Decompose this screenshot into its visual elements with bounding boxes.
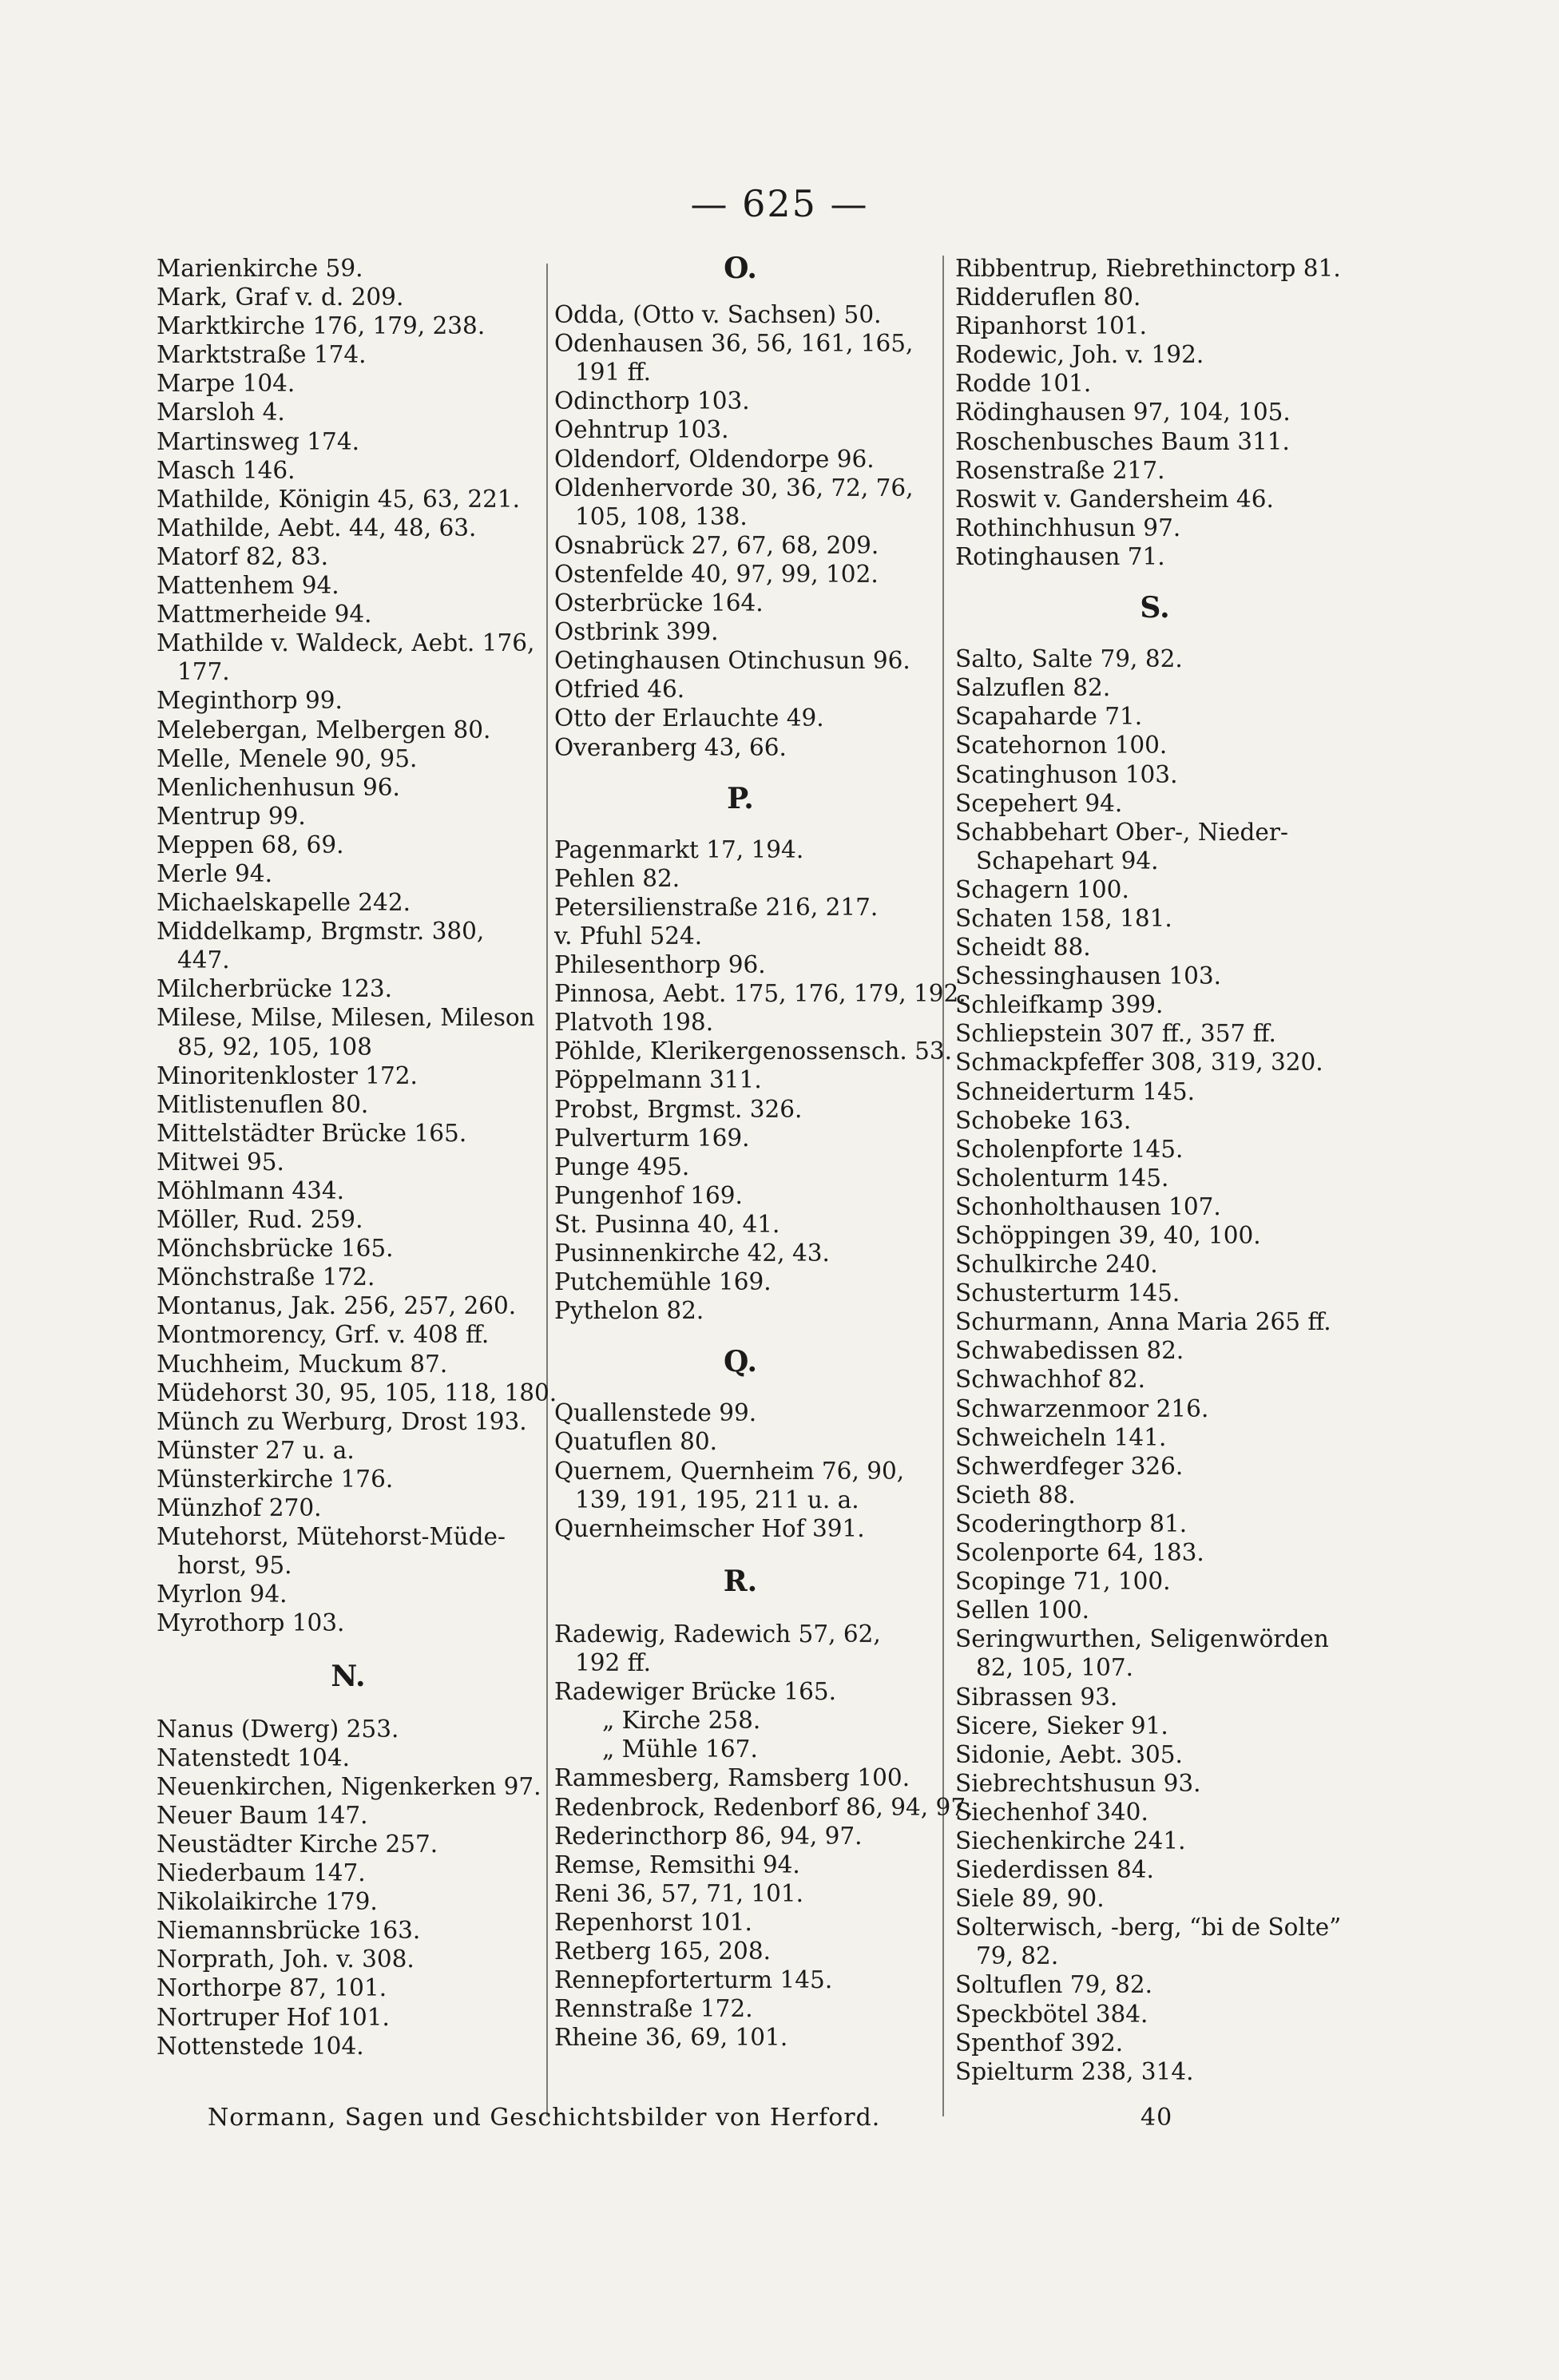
index-entry: Menlichenhusun 96.: [157, 773, 400, 801]
index-entry: Scatehornon 100.: [955, 732, 1168, 760]
section-letter-heading: S.: [1140, 591, 1170, 625]
index-entry: Mönchsbrücke 165.: [157, 1235, 394, 1263]
index-entry: Pöhlde, Klerikergenossensch. 53.: [554, 1037, 953, 1065]
index-entry: Rederincthorp 86, 94, 97.: [554, 1822, 863, 1850]
index-entry: Petersilienstraße 216, 217.: [554, 893, 879, 921]
index-entry: Schwabedissen 82.: [955, 1337, 1184, 1365]
index-entry: Scatinghuson 103.: [955, 760, 1178, 788]
index-entry: St. Pusinna 40, 41.: [554, 1210, 780, 1238]
index-entry: Myrlon 94.: [157, 1581, 288, 1608]
index-entry: Quatuflen 80.: [554, 1428, 718, 1456]
index-entry: Quallenstede 99.: [554, 1399, 757, 1427]
index-entry: Roswit v. Gandersheim 46.: [955, 485, 1274, 513]
index-entry: Natenstedt 104.: [157, 1743, 350, 1771]
index-entry: Montmorency, Grf. v. 408 ff.: [157, 1321, 490, 1349]
index-column-1: [157, 254, 557, 2061]
index-entry: Schwachhof 82.: [955, 1366, 1146, 1394]
index-entry: Münster 27 u. a.: [157, 1436, 355, 1464]
index-entry-continuation: Schapehart 94.: [976, 847, 1159, 875]
index-entry: Northorpe 87, 101.: [157, 1974, 387, 2002]
index-entry: Repenhorst 101.: [554, 1908, 752, 1936]
section-letter-heading: N.: [331, 1659, 366, 1693]
index-entry: Michaelskapelle 242.: [157, 889, 411, 917]
index-entry: Matorf 82, 83.: [157, 542, 329, 570]
index-entry: Neuer Baum 147.: [157, 1801, 368, 1829]
index-entry: Oldendorf, Oldendorpe 96.: [554, 445, 875, 473]
index-entry: Rosenstraße 217.: [955, 456, 1165, 484]
index-entry: Rennstraße 172.: [554, 1995, 753, 2023]
index-entry: Scoderingthorp 81.: [955, 1509, 1188, 1537]
index-entry: Sellen 100.: [955, 1597, 1090, 1624]
index-entry: Schulkirche 240.: [955, 1251, 1158, 1279]
index-entry: Schmackpfeffer 308, 319, 320.: [955, 1049, 1323, 1077]
index-entry: Salto, Salte 79, 82.: [955, 645, 1183, 673]
index-entry: Ribbentrup, Riebrethinctorp 81.: [955, 255, 1341, 282]
index-entry: Philesenthorp 96.: [554, 951, 766, 979]
index-entry-continuation: horst, 95.: [177, 1552, 292, 1580]
index-entry: Schobeke 163.: [955, 1106, 1132, 1134]
index-entry: Montanus, Jak. 256, 257, 260.: [157, 1292, 517, 1320]
index-entry: Scolenporte 64, 183.: [955, 1539, 1204, 1567]
index-entry: Siechenhof 340.: [955, 1798, 1148, 1826]
index-entry: Osterbrücke 164.: [554, 589, 764, 617]
index-entry: Radewig, Radewich 57, 62,: [554, 1620, 881, 1648]
index-entry: Mark, Graf v. d. 209.: [157, 284, 404, 311]
index-entry: Martinsweg 174.: [157, 427, 359, 455]
index-entry: Schweicheln 141.: [955, 1423, 1167, 1451]
index-entry: Melebergan, Melbergen 80.: [157, 716, 491, 744]
index-entry: Siebrechtshusun 93.: [955, 1769, 1201, 1797]
footer-book-title: Normann, Sagen und Geschichtsbilder von Herford.: [208, 2104, 881, 2132]
index-entry: Melle, Menele 90, 95.: [157, 744, 418, 772]
index-entry: Müdehorst 30, 95, 105, 118, 180.: [157, 1378, 557, 1406]
index-entry: Schwarzenmoor 216.: [955, 1394, 1209, 1422]
column-divider-right: [942, 256, 944, 2116]
index-entry: Mathilde v. Waldeck, Aebt. 176,: [157, 629, 535, 657]
index-entry: Probst, Brgmst. 326.: [554, 1095, 803, 1123]
index-entry: Reni 36, 57, 71, 101.: [554, 1879, 804, 1907]
section-letter-heading: O.: [724, 252, 757, 285]
index-entry-continuation: 191 ff.: [575, 359, 651, 387]
index-entry: Meginthorp 99.: [157, 687, 343, 715]
index-entry-continuation: 82, 105, 107.: [976, 1654, 1134, 1682]
index-entry: Schliepstein 307 ff., 357 ff.: [955, 1020, 1276, 1048]
index-entry: Odda, (Otto v. Sachsen) 50.: [554, 301, 882, 329]
index-entry: Schabbehart Ober-, Nieder-: [955, 818, 1288, 846]
index-entry: Mathilde, Königin 45, 63, 221.: [157, 485, 521, 513]
index-entry: Pagenmarkt 17, 194.: [554, 835, 804, 863]
index-entry: Salzuflen 82.: [955, 674, 1111, 702]
index-entry: Schusterturm 145.: [955, 1279, 1180, 1307]
index-entry: Seringwurthen, Seligenwörden: [955, 1625, 1329, 1653]
index-entry: Sidonie, Aebt. 305.: [955, 1740, 1183, 1768]
index-entry: Pinnosa, Aebt. 175, 176, 179, 192.: [554, 980, 966, 1008]
index-entry: Oehntrup 103.: [554, 416, 729, 444]
index-entry: Odenhausen 36, 56, 161, 165,: [554, 330, 914, 358]
index-entry: Mattenhem 94.: [157, 572, 339, 600]
index-entry: Ripanhorst 101.: [955, 312, 1148, 340]
index-entry: Rheine 36, 69, 101.: [554, 2024, 788, 2052]
index-entry: Münsterkirche 176.: [157, 1465, 394, 1493]
index-entry: Oetinghausen Otinchusun 96.: [554, 647, 910, 675]
index-entry-continuation: 85, 92, 105, 108: [177, 1033, 372, 1061]
index-entry: Schessinghausen 103.: [955, 962, 1222, 990]
index-entry: Otto der Erlauchte 49.: [554, 704, 824, 732]
index-entry: Möller, Rud. 259.: [157, 1206, 363, 1234]
index-entry: Redenbrock, Redenborf 86, 94, 97.: [554, 1793, 974, 1821]
index-entry: Neuenkirchen, Nigenkerken 97.: [157, 1772, 541, 1800]
index-entry: Mutehorst, Mütehorst-Müde-: [157, 1523, 506, 1551]
index-entry: Schöppingen 39, 40, 100.: [955, 1222, 1261, 1249]
index-entry: Niederbaum 147.: [157, 1859, 366, 1887]
index-entry: Retberg 165, 208.: [554, 1937, 771, 1965]
index-entry: Mitwei 95.: [157, 1148, 284, 1176]
index-entry: Mattmerheide 94.: [157, 601, 372, 629]
index-entry: Osnabrück 27, 67, 68, 209.: [554, 531, 879, 559]
index-entry: Roschenbusches Baum 311.: [955, 427, 1290, 455]
index-entry: Siechenkirche 241.: [955, 1827, 1186, 1854]
index-entry: Scepehert 94.: [955, 789, 1123, 817]
index-entry: Milese, Milse, Milesen, Mileson: [157, 1004, 535, 1032]
index-entry: Nottenstede 104.: [157, 2032, 364, 2060]
index-entry: Münzhof 270.: [157, 1494, 322, 1522]
index-entry: Schaten 158, 181.: [955, 904, 1172, 932]
index-entry: Nortruper Hof 101.: [157, 2003, 390, 2031]
index-entry: Rodewic, Joh. v. 192.: [955, 341, 1204, 369]
index-entry: Scapaharde 71.: [955, 703, 1143, 731]
index-entry: Rammesberg, Ramsberg 100.: [554, 1764, 910, 1792]
index-entry: Ostbrink 399.: [554, 618, 719, 646]
index-entry: Spenthof 392.: [955, 2029, 1124, 2057]
index-entry: Schurmann, Anna Maria 265 ff.: [955, 1308, 1331, 1336]
index-entry: Meppen 68, 69.: [157, 831, 344, 859]
index-entry: Schwerdfeger 326.: [955, 1452, 1184, 1480]
index-entry: Pungenhof 169.: [554, 1181, 743, 1209]
index-entry: Schleifkamp 399.: [955, 991, 1164, 1019]
column-divider-left: [546, 264, 548, 2116]
index-entry: Mentrup 99.: [157, 802, 306, 830]
index-entry: Schneiderturm 145.: [955, 1077, 1196, 1105]
index-entry: v. Pfuhl 524.: [554, 922, 703, 950]
index-entry: Sibrassen 93.: [955, 1683, 1118, 1711]
index-entry: Scholenturm 145.: [955, 1164, 1169, 1192]
index-entry: Rennepforterturm 145.: [554, 1966, 833, 1994]
index-entry: Myrothorp 103.: [157, 1609, 345, 1637]
section-letter-heading: P.: [727, 781, 754, 815]
index-entry: Radewiger Brücke 165.: [554, 1678, 837, 1706]
index-entry: Mathilde, Aebt. 44, 48, 63.: [157, 514, 477, 541]
index-entry-continuation: 105, 108, 138.: [575, 502, 748, 530]
index-entry-continuation: 139, 191, 195, 211 u. a.: [575, 1486, 859, 1513]
index-entry: Sicere, Sieker 91.: [955, 1712, 1168, 1739]
section-letter-heading: R.: [723, 1564, 758, 1598]
index-entry: Masch 146.: [157, 456, 296, 484]
index-entry: „ Kirche 258.: [602, 1707, 761, 1735]
index-entry: Pehlen 82.: [554, 864, 680, 892]
index-entry: Rodde 101.: [955, 370, 1092, 398]
index-entry: Putchemühle 169.: [554, 1268, 772, 1296]
index-entry: Minoritenkloster 172.: [157, 1061, 418, 1089]
index-entry: Rotinghausen 71.: [955, 542, 1165, 570]
index-entry: Scheidt 88.: [955, 934, 1091, 962]
index-entry: Marpe 104.: [157, 370, 296, 398]
index-entry: Muchheim, Muckum 87.: [157, 1350, 448, 1378]
page-number: — 625 —: [690, 182, 869, 225]
index-entry: Solterwisch, -berg, “bi de Solte”: [955, 1914, 1342, 1942]
index-entry: Siele 89, 90.: [955, 1885, 1105, 1913]
index-entry: Norprath, Joh. v. 308.: [157, 1946, 415, 1973]
index-entry: Scholenpforte 145.: [955, 1135, 1184, 1163]
index-entry-continuation: 177.: [177, 658, 230, 686]
index-entry: Möhlmann 434.: [157, 1177, 345, 1204]
section-letter-heading: Q.: [723, 1345, 758, 1379]
index-entry: Siederdissen 84.: [955, 1856, 1154, 1884]
index-entry-continuation: 79, 82.: [976, 1942, 1059, 1970]
index-entry: Marienkirche 59.: [157, 255, 363, 282]
index-entry: Nanus (Dwerg) 253.: [157, 1715, 399, 1743]
index-entry: Rothinchhusun 97.: [955, 514, 1181, 541]
index-entry: Oldenhervorde 30, 36, 72, 76,: [554, 474, 914, 502]
index-entry: Mitlistenuflen 80.: [157, 1090, 369, 1118]
index-column-3: [955, 254, 1355, 2086]
index-entry: Schonholthausen 107.: [955, 1192, 1221, 1220]
index-entry: Milcherbrücke 123.: [157, 975, 393, 1003]
index-entry: Middelkamp, Brgmstr. 380,: [157, 918, 485, 946]
index-entry: Rödinghausen 97, 104, 105.: [955, 399, 1291, 426]
index-entry: Merle 94.: [157, 859, 272, 887]
index-entry: Scopinge 71, 100.: [955, 1568, 1171, 1596]
index-entry: Platvoth 198.: [554, 1009, 714, 1037]
index-entry: Overanberg 43, 66.: [554, 733, 787, 761]
index-entry: Pusinnenkirche 42, 43.: [554, 1240, 830, 1267]
index-entry: Speckbötel 384.: [955, 2000, 1148, 2028]
index-entry: „ Mühle 167.: [602, 1735, 758, 1763]
footer-signature-mark: 40: [1140, 2104, 1173, 2132]
index-entry: Pulverturm 169.: [554, 1124, 750, 1152]
index-entry: Odincthorp 103.: [554, 387, 750, 415]
index-entry: Pythelon 82.: [554, 1297, 704, 1325]
index-entry: Marktkirche 176, 179, 238.: [157, 312, 486, 340]
index-entry: Soltuflen 79, 82.: [955, 1971, 1152, 1999]
index-entry: Ostenfelde 40, 97, 99, 102.: [554, 560, 879, 588]
index-entry: Pöppelmann 311.: [554, 1066, 762, 1094]
index-entry: Otfried 46.: [554, 676, 685, 704]
index-entry: Mönchstraße 172.: [157, 1263, 375, 1291]
index-entry: Mittelstädter Brücke 165.: [157, 1119, 467, 1147]
index-entry: Niemannsbrücke 163.: [157, 1917, 421, 1945]
index-entry: Quernem, Quernheim 76, 90,: [554, 1457, 905, 1485]
index-entry-continuation: 447.: [177, 946, 230, 974]
index-entry: Schagern 100.: [955, 875, 1129, 903]
index-entry: Münch zu Werburg, Drost 193.: [157, 1407, 527, 1435]
index-entry: Scieth 88.: [955, 1481, 1076, 1509]
index-entry: Remse, Remsithi 94.: [554, 1850, 800, 1878]
index-entry: Marsloh 4.: [157, 399, 285, 426]
index-entry: Spielturm 238, 314.: [955, 2057, 1194, 2085]
index-entry: Quernheimscher Hof 391.: [554, 1514, 865, 1542]
index-entry: Punge 495.: [554, 1152, 690, 1180]
index-entry: Nikolaikirche 179.: [157, 1888, 378, 1916]
index-entry-continuation: 192 ff.: [575, 1649, 651, 1677]
index-entry: Neustädter Kirche 257.: [157, 1830, 438, 1858]
index-entry: Ridderuflen 80.: [955, 284, 1141, 311]
index-column-2: [554, 252, 974, 2052]
index-entry: Marktstraße 174.: [157, 341, 367, 369]
